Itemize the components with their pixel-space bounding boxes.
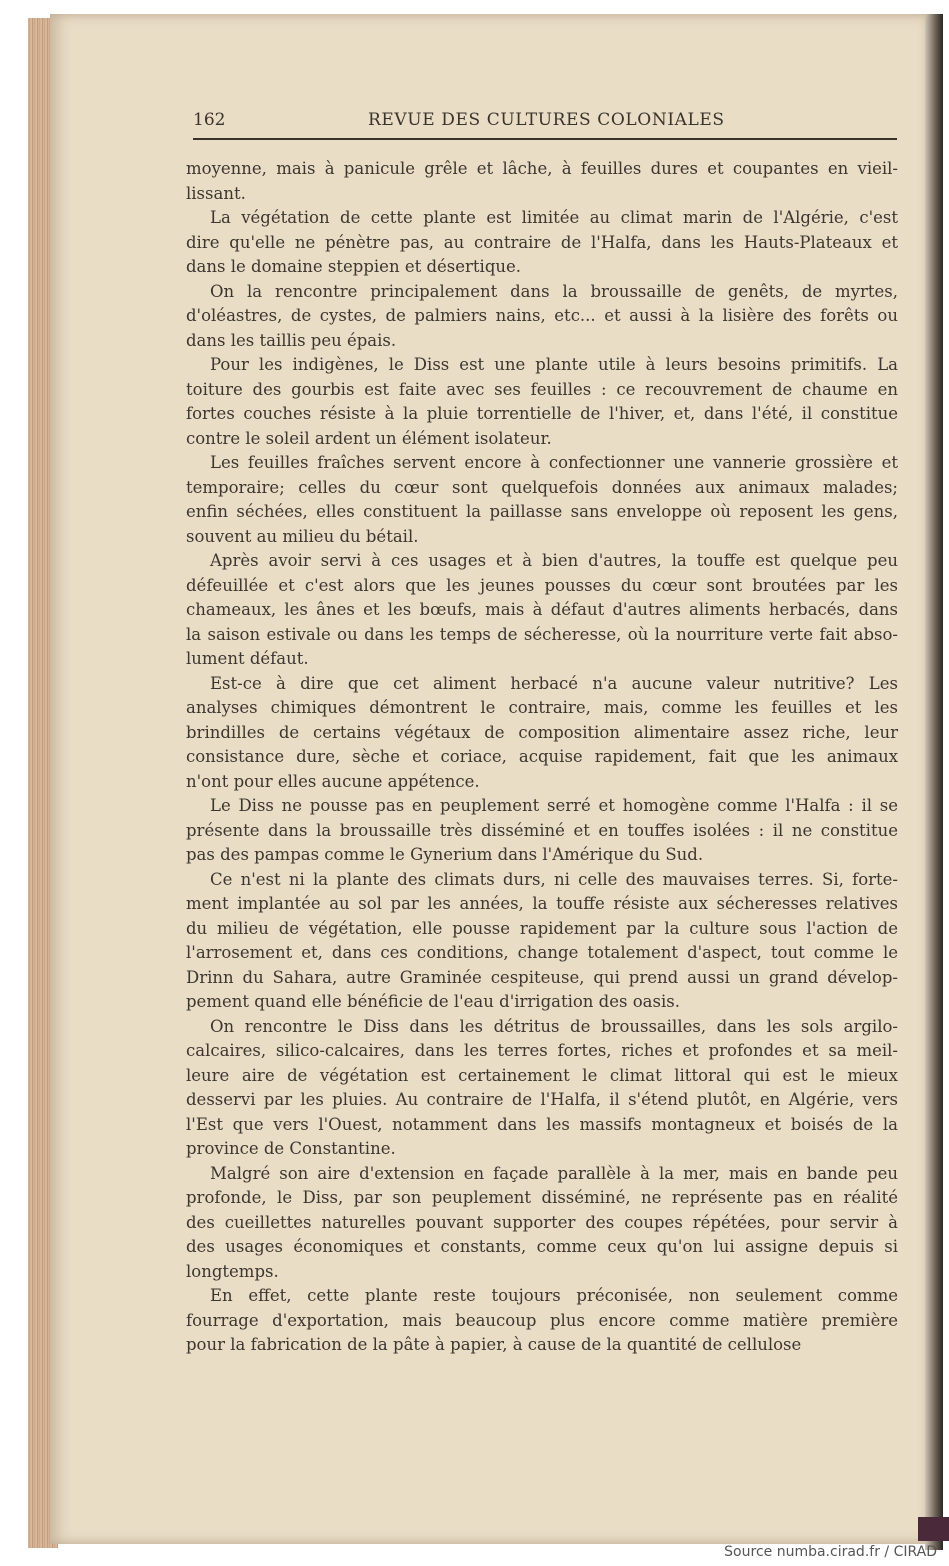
text-line: Les feuilles fraîches servent encore à confectionner une vannerie grossière et bbox=[210, 453, 898, 472]
article-body bbox=[186, 157, 898, 1358]
paragraph bbox=[186, 1015, 898, 1162]
text-line: En effet, cette plante reste toujours préconisée, non seulement comme bbox=[210, 1286, 898, 1305]
text-line: consistance dure, sèche et coriace, acquise rapidement, fait que les animaux bbox=[186, 747, 898, 766]
text-line: enfin séchées, elles constituent la paillasse sans enveloppe où reposent les gens, bbox=[186, 502, 898, 521]
text-line: Ce n'est ni la plante des climats durs, ni celle des mauvaises terres. Si, forte- bbox=[210, 869, 898, 889]
text-line: n'ont pour elles aucune appétence. bbox=[186, 771, 480, 791]
page-header bbox=[193, 110, 897, 140]
text-line: Pour les indigènes, le Diss est une plante utile à leurs besoins primitifs. La bbox=[210, 355, 898, 374]
corner-mark bbox=[918, 1517, 949, 1541]
text-line: dans les taillis peu épais. bbox=[186, 330, 397, 350]
text-line: longtemps. bbox=[186, 1261, 279, 1281]
text-line: dans le domaine steppien et désertique. bbox=[186, 257, 522, 276]
text-line: Est-ce à dire que cet aliment herbacé n'a aucune valeur nutritive? Les bbox=[210, 673, 898, 693]
text-line: l'Est que vers l'Ouest, notamment dans les massifs montagneux et boisés de la bbox=[186, 1114, 898, 1134]
text-line: profonde, le Diss, par son peuplement disséminé, ne représente pas en réalité bbox=[186, 1188, 898, 1207]
paragraph bbox=[186, 206, 898, 280]
source-credit: Source numba.cirad.fr / CIRAD bbox=[724, 1544, 937, 1560]
paragraph bbox=[186, 451, 898, 549]
paragraph bbox=[186, 157, 898, 206]
page-number: 162 bbox=[193, 110, 226, 130]
text-line: dire qu'elle ne pénètre pas, au contraire de l'Halfa, dans les Hauts-Plateaux et bbox=[186, 232, 898, 252]
text-line: desservi par les pluies. Au contraire de l'Halfa, il s'étend plutôt, en Algérie, vers bbox=[186, 1090, 898, 1109]
text-line: province de Constantine. bbox=[186, 1139, 396, 1158]
text-line: contre le soleil ardent un élément isolateur. bbox=[186, 428, 552, 448]
text-line: Malgré son aire d'extension en façade parallèle à la mer, mais en bande peu bbox=[210, 1163, 898, 1183]
page-gutter-shadow bbox=[925, 14, 943, 1550]
paragraph bbox=[186, 1162, 898, 1285]
text-line: On la rencontre principalement dans la broussaille de genêts, de myrtes, bbox=[210, 281, 898, 301]
text-line: Le Diss ne pousse pas en peuplement serré et homogène comme l'Halfa : il se bbox=[210, 796, 898, 815]
text-line: pour la fabrication de la pâte à papier, à cause de la quantité de cellulose bbox=[186, 1335, 802, 1354]
text-line: fortes couches résiste à la pluie torrentielle de l'hiver, et, dans l'été, il constitue bbox=[186, 404, 898, 423]
paragraph bbox=[186, 794, 898, 868]
text-line: Après avoir servi à ces usages et à bien d'autres, la touffe est quelque peu bbox=[210, 551, 898, 570]
text-line: calcaires, silico-calcaires, dans les terres fortes, riches et profondes et sa meil- bbox=[186, 1041, 898, 1060]
paragraph bbox=[186, 280, 898, 354]
text-line: La végétation de cette plante est limitée au climat marin de l'Algérie, c'est bbox=[210, 208, 898, 227]
text-line: lument défaut. bbox=[186, 649, 309, 668]
text-line: temporaire; celles du cœur sont quelquefois données aux animaux malades; bbox=[186, 477, 898, 497]
text-line: ment implantée au sol par les années, la touffe résiste aux sécheresses relatives bbox=[186, 894, 898, 913]
text-line: analyses chimiques démontrent le contraire, mais, comme les feuilles et les bbox=[186, 698, 898, 717]
text-line: brindilles de certains végétaux de composition alimentaire assez riche, leur bbox=[186, 722, 898, 742]
text-line: des usages économiques et constants, comme ceux qu'on lui assigne depuis si bbox=[186, 1237, 898, 1256]
paragraph bbox=[186, 672, 898, 795]
paragraph bbox=[186, 868, 898, 1015]
paragraph bbox=[186, 353, 898, 451]
text-line: leure aire de végétation est certainement le climat littoral qui est le mieux bbox=[186, 1065, 898, 1085]
text-line: du milieu de végétation, elle pousse rapidement par la culture sous l'action de bbox=[186, 918, 898, 938]
text-line: défeuillée et c'est alors que les jeunes pousses du cœur sont broutées par les bbox=[186, 575, 898, 595]
text-line: toiture des gourbis est faite avec ses feuilles : ce recouvrement de chaume en bbox=[186, 379, 898, 399]
text-line: moyenne, mais à panicule grêle et lâche, à feuilles dures et coupantes en vieil- bbox=[186, 159, 898, 178]
text-line: pas des pampas comme le Gynerium dans l'Amérique du Sud. bbox=[186, 845, 704, 864]
paragraph bbox=[186, 549, 898, 672]
running-title: REVUE DES CULTURES COLONIALES bbox=[368, 110, 725, 130]
text-line: d'oléastres, de cystes, de palmiers nains, etc... et aussi à la lisière des forêts ou bbox=[186, 306, 898, 325]
text-line: souvent au milieu du bétail. bbox=[186, 526, 419, 546]
text-line: présente dans la broussaille très disséminé et en touffes isolées : il ne constitue bbox=[186, 820, 898, 840]
text-line: pement quand elle bénéficie de l'eau d'irrigation des oasis. bbox=[186, 992, 680, 1011]
text-line: la saison estivale ou dans les temps de sécheresse, où la nourriture verte fait abso- bbox=[186, 624, 898, 644]
text-line: chameaux, les ânes et les bœufs, mais à défaut d'autres aliments herbacés, dans bbox=[186, 600, 898, 619]
text-line: lissant. bbox=[186, 183, 246, 203]
text-line: l'arrosement et, dans ces conditions, change totalement d'aspect, tout comme le bbox=[186, 943, 898, 962]
text-line: fourrage d'exportation, mais beaucoup plus encore comme matière première bbox=[186, 1310, 898, 1330]
text-line: des cueillettes naturelles pouvant supporter des coupes répétées, pour servir à bbox=[186, 1212, 898, 1232]
text-line: Drinn du Sahara, autre Graminée cespiteuse, qui prend aussi un grand dévelop- bbox=[186, 967, 898, 987]
text-line: On rencontre le Diss dans les détritus de broussailles, dans les sols argilo- bbox=[210, 1016, 898, 1036]
paragraph bbox=[186, 1284, 898, 1358]
